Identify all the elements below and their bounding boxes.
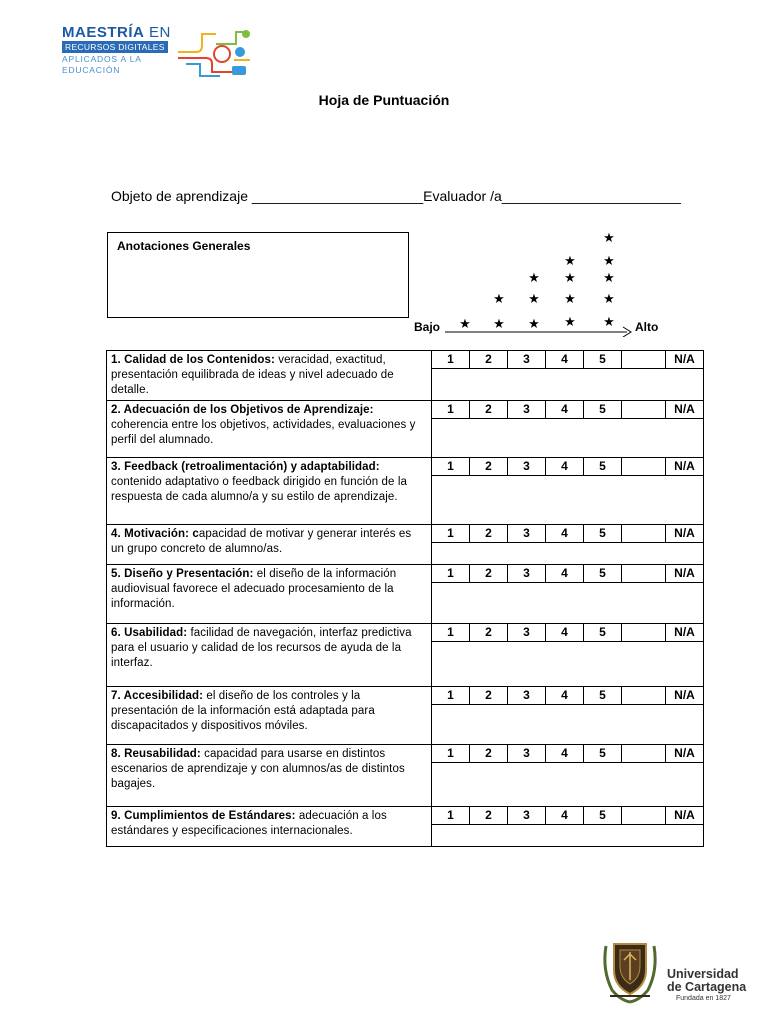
criteria-row: [107, 807, 704, 847]
criterion-title: 5. Diseño y Presentación:: [111, 568, 254, 580]
score-options: [431, 458, 703, 476]
score-4-option[interactable]: 4: [545, 565, 583, 582]
score-4-option[interactable]: 4: [545, 745, 583, 762]
score-5-option[interactable]: 5: [583, 525, 621, 542]
score-na-option[interactable]: N/A: [665, 401, 703, 418]
logo-line-4: EDUCACIÓN: [62, 65, 121, 75]
criterion-text: capacidad para usarse en distintos escenarios de aprendizaje y con alumnos/as de distintos bagajes.: [111, 748, 405, 790]
criteria-row: [107, 458, 704, 525]
score-1-option[interactable]: 1: [431, 401, 469, 418]
score-blank-cell: [621, 351, 665, 368]
score-options: [431, 401, 703, 419]
criterion-text: el diseño de los controles y la presentación de la información está adaptada para discapacitados y dispositivos móviles.: [111, 690, 375, 732]
criterion-text: apacidad de motivar y generar interés es un grupo concreto de alumno/as.: [111, 528, 412, 555]
star-icon: ★: [603, 253, 615, 268]
score-options: [431, 807, 703, 825]
score-5-option[interactable]: 5: [583, 687, 621, 704]
star-rating-scale: [410, 225, 670, 340]
score-4-option[interactable]: 4: [545, 401, 583, 418]
university-founded: Fundada en 1827: [676, 995, 731, 1002]
criterion-description: [107, 458, 432, 525]
criterion-title: 4. Motivación: c: [111, 528, 199, 540]
score-blank-cell: [621, 525, 665, 542]
score-blank-cell: [621, 624, 665, 641]
university-name-line-2: de Cartagena: [667, 980, 747, 994]
score-3-option[interactable]: 3: [507, 687, 545, 704]
university-name-line-1: Universidad: [667, 967, 739, 981]
score-3-option[interactable]: 3: [507, 565, 545, 582]
criterion-description: [107, 624, 432, 687]
logo-line-2: RECURSOS DIGITALES: [62, 41, 168, 53]
score-4-option[interactable]: 4: [545, 687, 583, 704]
score-na-option[interactable]: N/A: [665, 351, 703, 368]
score-na-option[interactable]: N/A: [665, 624, 703, 641]
star-icon: ★: [603, 270, 615, 285]
score-blank-cell: [621, 565, 665, 582]
star-icon: ★: [528, 270, 540, 285]
criterion-text: facilidad de navegación, interfaz predictiva para el usuario y calidad de los recursos de ayuda de la interfaz.: [111, 627, 412, 669]
rating-cells: [432, 525, 704, 565]
score-blank-cell: [621, 458, 665, 475]
criterion-title: 6. Usabilidad:: [111, 627, 188, 639]
star-icon: ★: [564, 270, 576, 285]
criterion-description: [107, 401, 432, 458]
criteria-row: [107, 687, 704, 745]
score-3-option[interactable]: 3: [507, 624, 545, 641]
criterion-title: 7. Accesibilidad:: [111, 690, 204, 702]
score-1-option[interactable]: 1: [431, 745, 469, 762]
score-2-option[interactable]: 2: [469, 565, 507, 582]
score-5-option[interactable]: 5: [583, 401, 621, 418]
rating-cells: [432, 624, 704, 687]
rating-cells: [432, 565, 704, 624]
criteria-row: [107, 525, 704, 565]
score-3-option[interactable]: 3: [507, 525, 545, 542]
score-options: [431, 525, 703, 543]
score-2-option[interactable]: 2: [469, 525, 507, 542]
star-icon: ★: [564, 253, 576, 268]
rating-cells: [432, 351, 704, 401]
criterion-title: 2. Adecuación de los Objetivos de Aprendizaje:: [111, 404, 374, 416]
criterion-description: [107, 525, 432, 565]
score-na-option[interactable]: N/A: [665, 687, 703, 704]
criteria-row: [107, 624, 704, 687]
star-icon: ★: [528, 291, 540, 306]
score-2-option[interactable]: 2: [469, 807, 507, 824]
score-2-option[interactable]: 2: [469, 687, 507, 704]
star-icon: ★: [493, 291, 505, 306]
score-3-option[interactable]: 3: [507, 807, 545, 824]
criterion-description: [107, 565, 432, 624]
score-4-option[interactable]: 4: [545, 807, 583, 824]
score-options: [431, 624, 703, 642]
star-icon: ★: [564, 314, 576, 329]
score-3-option[interactable]: 3: [507, 351, 545, 368]
score-options: [431, 687, 703, 705]
score-5-option[interactable]: 5: [583, 624, 621, 641]
score-5-option[interactable]: 5: [583, 565, 621, 582]
scale-high-label: Alto: [635, 320, 659, 334]
score-1-option[interactable]: 1: [431, 565, 469, 582]
score-4-option[interactable]: 4: [545, 458, 583, 475]
score-1-option[interactable]: 1: [431, 687, 469, 704]
logo-line-3: APLICADOS A LA: [62, 54, 142, 64]
rating-cells: [432, 745, 704, 807]
scale-low-label: Bajo: [414, 320, 441, 334]
score-options: [431, 565, 703, 583]
universidad-cartagena-logo: [598, 936, 748, 1006]
score-1-option[interactable]: 1: [431, 351, 469, 368]
criterion-text: coherencia entre los objetivos, actividades, evaluaciones y perfil del alumnado.: [111, 419, 416, 446]
criterion-title: 8. Reusabilidad:: [111, 748, 201, 760]
score-4-option[interactable]: 4: [545, 624, 583, 641]
star-icon: ★: [459, 316, 471, 331]
score-2-option[interactable]: 2: [469, 458, 507, 475]
criterion-description: [107, 807, 432, 847]
general-annotations-box[interactable]: [107, 232, 409, 318]
criterion-text: adecuación a los estándares y especificaciones internacionales.: [111, 810, 387, 837]
score-na-option[interactable]: N/A: [665, 745, 703, 762]
score-5-option[interactable]: 5: [583, 458, 621, 475]
rating-cells: [432, 458, 704, 525]
star-icon: ★: [603, 291, 615, 306]
criterion-text: contenido adaptativo o feedback dirigido en función de la respuesta de cada alumno/a y su estilo de aprendizaje.: [111, 476, 407, 503]
maestria-logo: [58, 22, 258, 82]
score-blank-cell: [621, 745, 665, 762]
criteria-row: [107, 401, 704, 458]
score-4-option[interactable]: 4: [545, 525, 583, 542]
score-2-option[interactable]: 2: [469, 624, 507, 641]
star-icon: ★: [564, 291, 576, 306]
score-na-option[interactable]: N/A: [665, 525, 703, 542]
score-4-option[interactable]: 4: [545, 351, 583, 368]
score-5-option[interactable]: 5: [583, 351, 621, 368]
score-blank-cell: [621, 807, 665, 824]
star-icon: ★: [493, 316, 505, 331]
logo-line-1: MAESTRÍA EN: [62, 24, 171, 41]
score-5-option[interactable]: 5: [583, 745, 621, 762]
rating-cells: [432, 687, 704, 745]
criterion-text: el diseño de la información audiovisual favorece el adecuado procesamiento de la información.: [111, 568, 397, 610]
star-icon: ★: [528, 316, 540, 331]
score-blank-cell: [621, 401, 665, 418]
rating-cells: [432, 401, 704, 458]
score-1-option[interactable]: 1: [431, 525, 469, 542]
star-icon: ★: [603, 314, 615, 329]
score-3-option[interactable]: 3: [507, 458, 545, 475]
criterion-title: 9. Cumplimientos de Estándares:: [111, 810, 296, 822]
score-blank-cell: [621, 687, 665, 704]
circuit-graphic-icon: [176, 24, 256, 80]
criterion-title: 3. Feedback (retroalimentación) y adaptabilidad:: [111, 461, 380, 473]
score-options: [431, 745, 703, 763]
criteria-table: [106, 350, 704, 847]
score-2-option[interactable]: 2: [469, 351, 507, 368]
score-na-option[interactable]: N/A: [665, 565, 703, 582]
criterion-title: 1. Calidad de los Contenidos:: [111, 354, 275, 366]
criterion-text: veracidad, exactitud, presentación equilibrada de ideas y nivel adecuado de detalle.: [111, 354, 394, 396]
score-3-option[interactable]: 3: [507, 401, 545, 418]
score-2-option[interactable]: 2: [469, 401, 507, 418]
star-icon: ★: [603, 230, 615, 245]
score-na-option[interactable]: N/A: [665, 807, 703, 824]
score-na-option[interactable]: N/A: [665, 458, 703, 475]
rating-cells: [432, 807, 704, 847]
score-2-option[interactable]: 2: [469, 745, 507, 762]
page-title: Hoja de Puntuación: [318, 92, 450, 108]
criteria-row: [107, 745, 704, 807]
score-options: [431, 351, 703, 369]
criteria-row: [107, 565, 704, 624]
score-1-option[interactable]: 1: [431, 458, 469, 475]
criterion-description: [107, 687, 432, 745]
score-3-option[interactable]: 3: [507, 745, 545, 762]
score-1-option[interactable]: 1: [431, 624, 469, 641]
score-5-option[interactable]: 5: [583, 807, 621, 824]
criteria-row: [107, 351, 704, 401]
criterion-description: [107, 745, 432, 807]
score-1-option[interactable]: 1: [431, 807, 469, 824]
general-annotations-label: Anotaciones Generales: [117, 239, 251, 253]
university-crest-icon: [598, 936, 662, 1004]
criterion-description: [107, 351, 432, 401]
object-evaluator-line[interactable]: Objeto de aprendizaje ______________________Evaluador /a_______________________: [111, 188, 681, 204]
